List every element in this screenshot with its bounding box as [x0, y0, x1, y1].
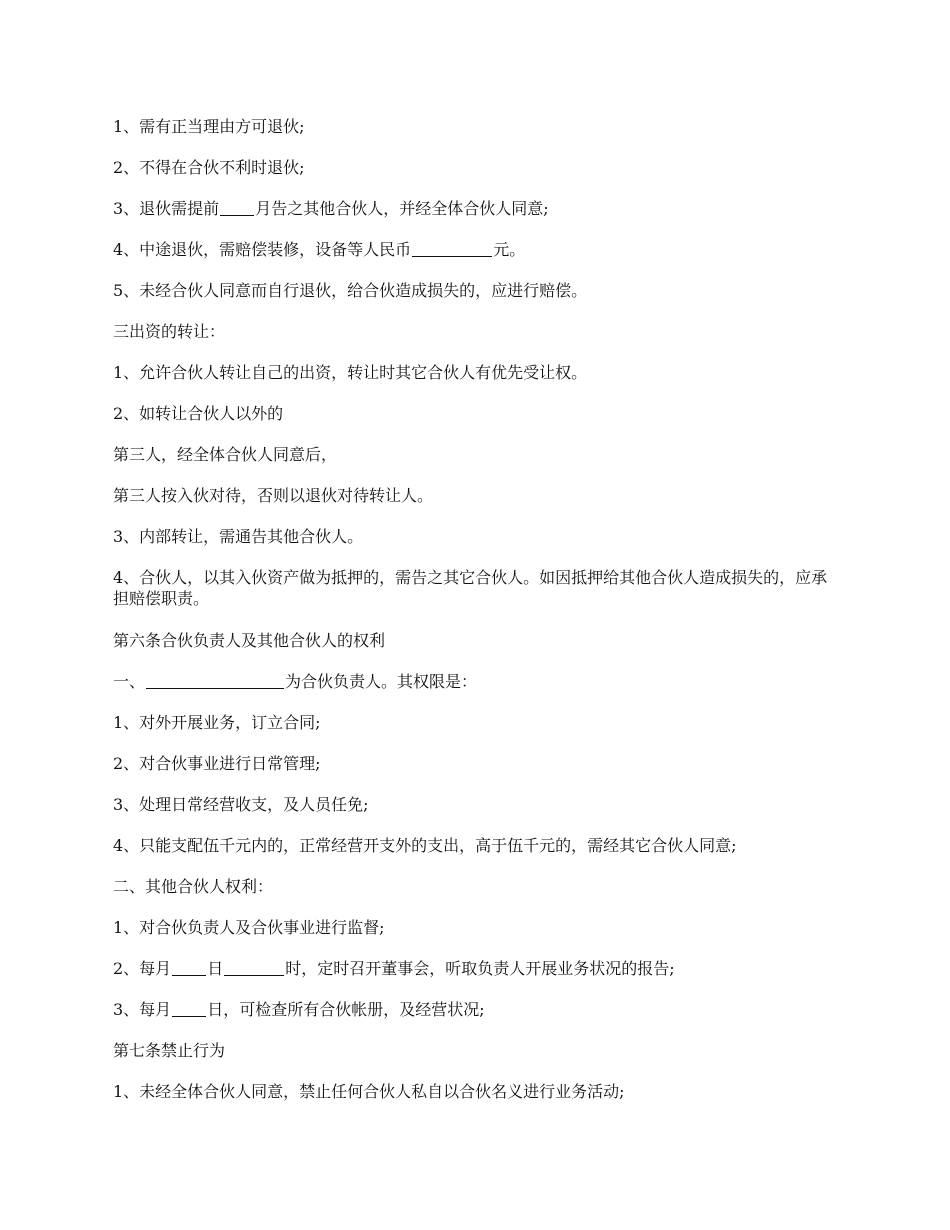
- clause-line: 第三人，经全体合伙人同意后，: [113, 445, 338, 464]
- section-heading: 三出资的转让：: [113, 322, 226, 341]
- clause-line: 4、只能支配伍千元内的，正常经营开支外的支出，高于伍千元的，需经其它合伙人同意;: [113, 836, 737, 855]
- clause-line: 1、需有正当理由方可退伙;: [113, 117, 305, 136]
- text-segment: 日: [207, 959, 224, 978]
- clause-line: 2、如转让合伙人以外的: [113, 404, 284, 423]
- text-segment: 为合伙负责人。其权限是：: [285, 672, 478, 691]
- clause-line: [113, 198, 843, 219]
- clause-line: 3、处理日常经营收支，及人员任免;: [113, 795, 369, 814]
- clause-line: 1、允许合伙人转让自己的出资，转让时其它合伙人有优先受让权。: [113, 363, 588, 382]
- fill-in-blank: [412, 240, 492, 257]
- clause-line: 1、对外开展业务，订立合同;: [113, 713, 321, 732]
- fill-in-blank: [224, 959, 284, 976]
- article-heading: 第六条合伙负责人及其他合伙人的权利: [113, 631, 386, 650]
- clause-line: [113, 958, 843, 979]
- text-segment: 4、中途退伙，需赔偿装修，设备等人民币: [113, 240, 412, 259]
- clause-line: [113, 999, 843, 1020]
- clause-line: 3、内部转让，需通告其他合伙人。: [113, 527, 364, 546]
- clause-line: 2、不得在合伙不利时退伙;: [113, 158, 305, 177]
- text-segment: 月告之其他合伙人，并经全体合伙人同意;: [255, 199, 549, 218]
- clause-line: 2、对合伙事业进行日常管理;: [113, 754, 321, 773]
- text-segment: 3、每月: [113, 1000, 172, 1019]
- article-heading: 第七条禁止行为: [113, 1041, 226, 1060]
- text-segment: 日，可检查所有合伙帐册，及经营状况;: [207, 1000, 485, 1019]
- fill-in-blank: [146, 672, 284, 689]
- clause-line: 1、对合伙负责人及合伙事业进行监督;: [113, 918, 385, 937]
- clause-line: 1、未经全体合伙人同意，禁止任何合伙人私自以合伙名义进行业务活动;: [113, 1082, 625, 1101]
- fill-in-blank: [220, 199, 254, 216]
- clause-line: [113, 671, 843, 692]
- text-segment: 一、: [113, 672, 146, 691]
- fill-in-blank: [172, 1000, 206, 1017]
- fill-in-blank: [172, 959, 206, 976]
- section-heading: 二、其他合伙人权利：: [113, 877, 274, 896]
- clause-line: 第三人按入伙对待，否则以退伙对待转让人。: [113, 486, 434, 505]
- clause-line: 4、合伙人，以其入伙资产做为抵押的，需告之其它合伙人。如因抵押给其他合伙人造成损失的，应承担赔偿职责。: [113, 568, 828, 608]
- text-segment: 元。: [493, 240, 526, 259]
- text-segment: 时，定时召开董事会，听取负责人开展业务状况的报告;: [285, 959, 675, 978]
- text-segment: 3、退伙需提前: [113, 199, 220, 218]
- text-segment: 2、每月: [113, 959, 172, 978]
- clause-line: [113, 239, 843, 260]
- clause-line: 5、未经合伙人同意而自行退伙，给合伙造成损失的，应进行赔偿。: [113, 281, 588, 300]
